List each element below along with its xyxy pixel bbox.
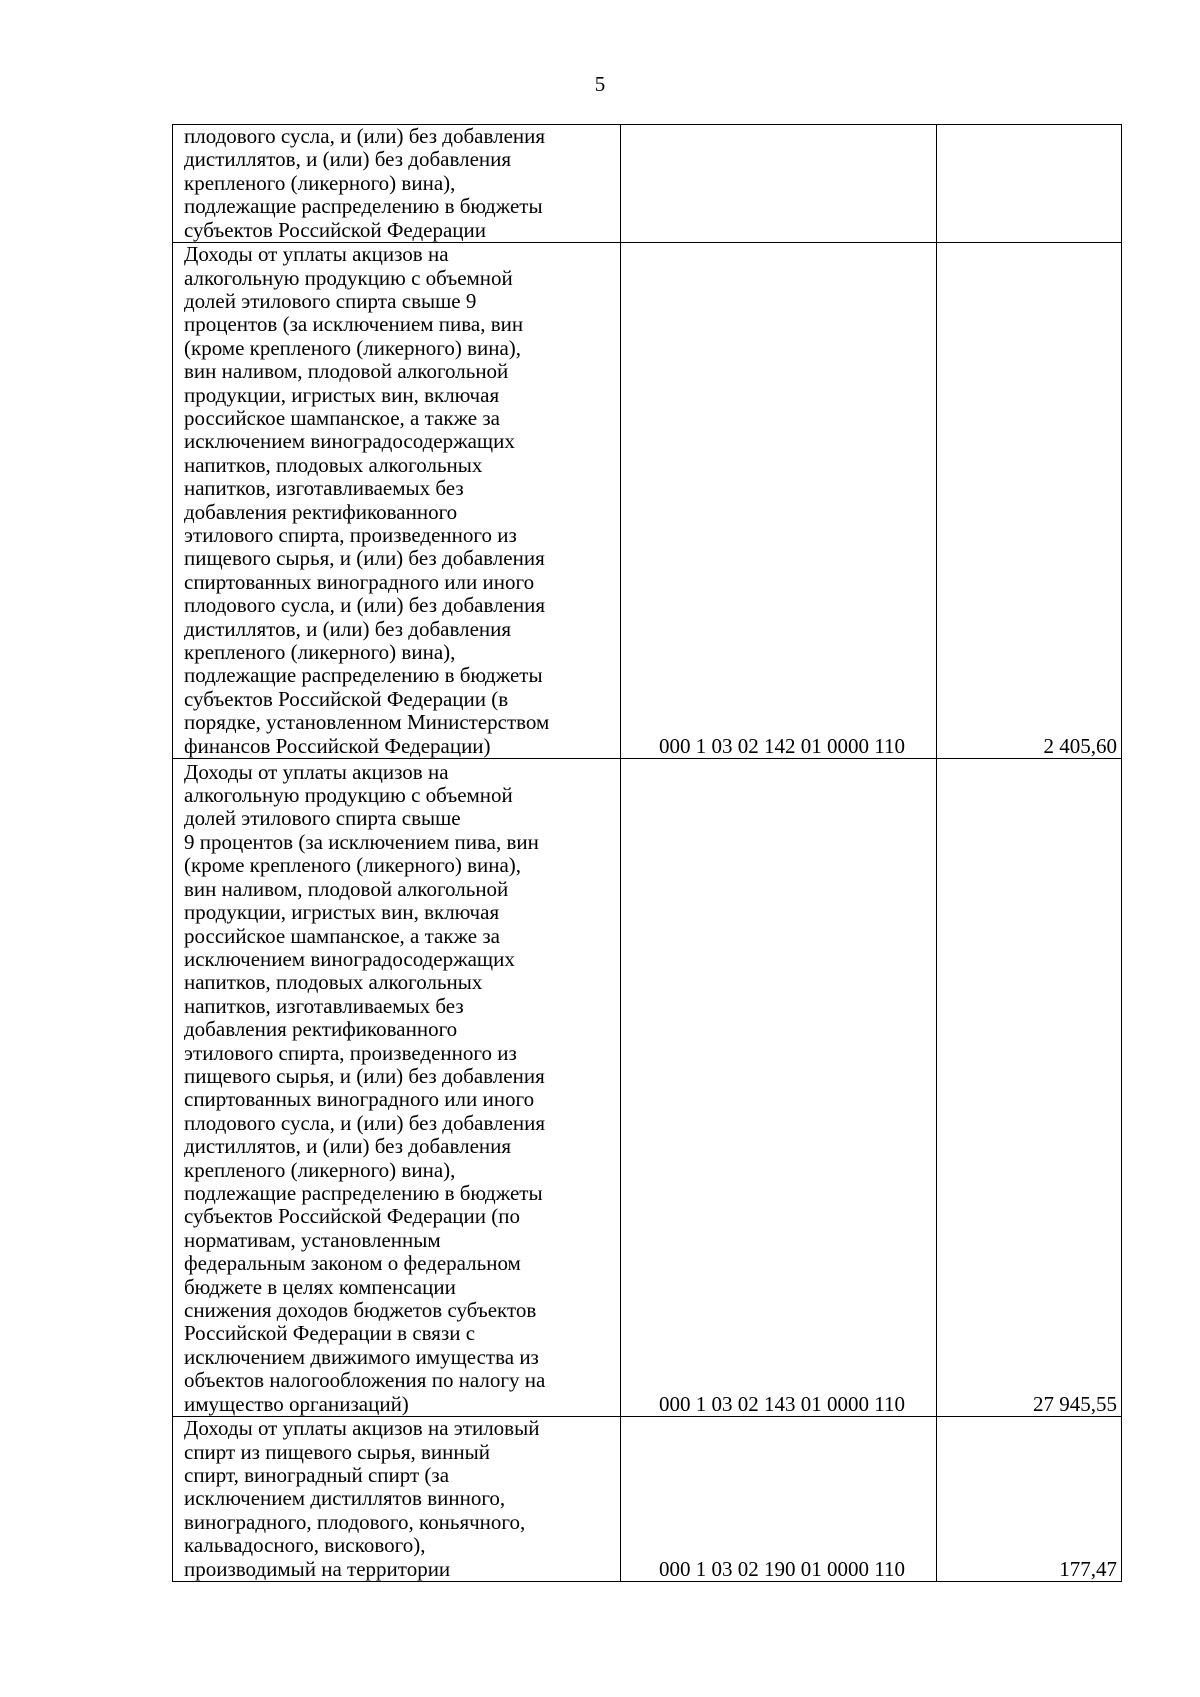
table-row [173,759,1122,1417]
row-description: Доходы от уплаты акцизов на алкогольную продукцию с объемной долей этилового спирта свыше 9 процентов (за исключением пива, вин (кроме крепленого (ликерного) вина), вин наливом, плодовой алкогольной продукции, игристых вин, включая российское шампанское, а также за исключением виноградосодержащих напитков, плодовых алкогольных напитков, изготавливаемых без добавления ректификованного этилового спирта, произведенного из пищевого сырья, и (или) без добавления спиртованных виноградного или иного плодового сусла, и (или) без добавления дистиллятов, и (или) без добавления крепленого (ликерного) вина), подлежащие распределению в бюджеты субъектов Российской Федерации (в порядке, установленном Министерством финансов Российской Федерации) [173,243,621,759]
row-amount: 2 405,60 [937,243,1122,759]
row-amount: 177,47 [937,1417,1122,1582]
table-row [173,125,1122,243]
row-description: Доходы от уплаты акцизов на этиловый спирт из пищевого сырья, винный спирт, виноградный спирт (за исключением дистиллятов винного, виноградного, плодового, коньячного, кальвадосного, вискового), производимый на территории [173,1417,621,1582]
row-amount [937,125,1122,243]
row-description: плодового сусла, и (или) без добавления дистиллятов, и (или) без добавления крепленого (ликерного) вина), подлежащие распределению в бюджеты субъектов Российской Федерации [173,125,621,243]
row-code: 000 1 03 02 142 01 0000 110 [621,243,937,759]
table-row [173,1417,1122,1582]
row-code [621,125,937,243]
table-row [173,243,1122,759]
row-amount: 27 945,55 [937,759,1122,1417]
page-number: 5 [594,72,606,96]
row-description: Доходы от уплаты акцизов на алкогольную продукцию с объемной долей этилового спирта свыше 9 процентов (за исключением пива, вин (кроме крепленого (ликерного) вина), вин наливом, плодовой алкогольной продукции, игристых вин, включая российское шампанское, а также за исключением виноградосодержащих напитков, плодовых алкогольных напитков, изготавливаемых без добавления ректификованного этилового спирта, произведенного из пищевого сырья, и (или) без добавления спиртованных виноградного или иного плодового сусла, и (или) без добавления дистиллятов, и (или) без добавления крепленого (ликерного) вина), подлежащие распределению в бюджеты субъектов Российской Федерации (по нормативам, установленным федеральным законом о федеральном бюджете в целях компенсации снижения доходов бюджетов субъектов Российской Федерации в связи с исключением движимого имущества из объектов налогообложения по налогу на имущество организаций) [173,759,621,1417]
row-code: 000 1 03 02 143 01 0000 110 [621,759,937,1417]
row-code: 000 1 03 02 190 01 0000 110 [621,1417,937,1582]
revenue-table [172,124,1122,1582]
